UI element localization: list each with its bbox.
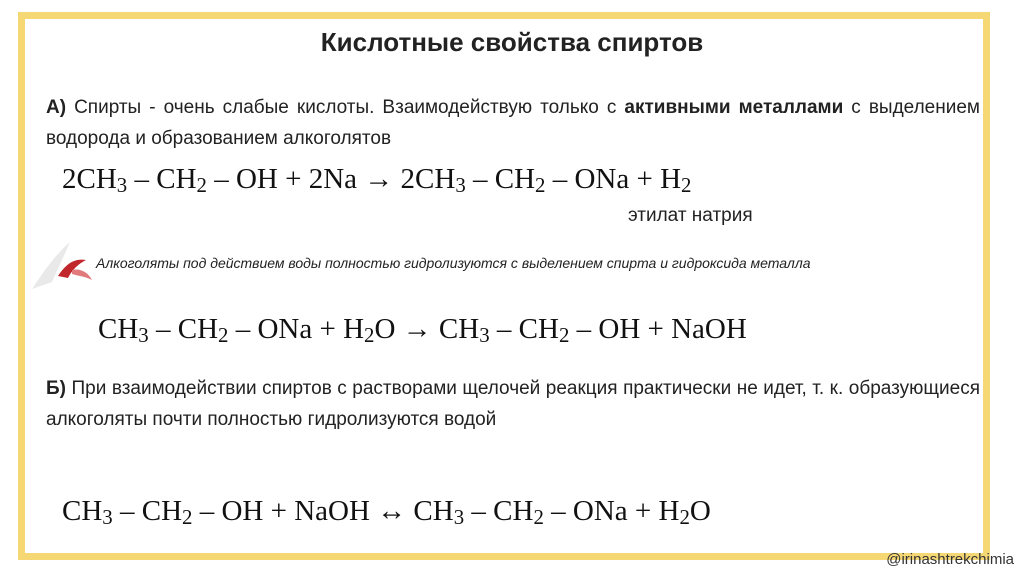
section-b-label: Б)	[46, 378, 66, 399]
section-a-text-2: с выделением водорода и образованием алкоголятов	[46, 97, 980, 149]
eq3-subscript: 2	[533, 504, 544, 529]
eq1-subscript: 3	[455, 172, 466, 197]
section-a-bold: активными металлами	[624, 97, 844, 118]
section-b-paragraph	[46, 373, 980, 435]
equation-caption: этилат натрия	[628, 205, 753, 226]
slide-title: Кислотные свойства спиртов	[320, 27, 704, 57]
section-a-text-1: Спирты - очень слабые кислоты. Взаимодействую только с	[66, 97, 625, 118]
eq2-part: O → CH	[374, 313, 480, 345]
brush-stroke-icon	[28, 234, 98, 294]
eq2-subscript: 3	[138, 322, 149, 347]
eq2-part: – CH	[148, 313, 219, 345]
eq2-subscript: 2	[558, 322, 570, 347]
eq3-subscript: 3	[453, 504, 465, 529]
watermark-handle: @irinashtrekchimia	[886, 551, 1014, 568]
section-a-label: А)	[46, 97, 67, 118]
eq1-subscript: 2	[535, 172, 546, 197]
eq2-part: – CH	[489, 313, 559, 345]
eq2-subscript: 2	[364, 322, 375, 347]
eq2-part: – OH + NaOH	[569, 313, 747, 345]
eq2-subscript: 3	[479, 322, 490, 347]
eq3-part: – CH	[464, 495, 534, 527]
eq1-part: – OH + 2Na → 2CH	[206, 163, 456, 195]
eq1-part: 2CH	[62, 163, 117, 195]
section-a-paragraph	[46, 92, 980, 154]
eq1-subscript: 2	[681, 172, 692, 197]
eq2-part: CH	[98, 313, 139, 345]
eq1-part: – CH	[127, 163, 197, 195]
eq3-part: – OH + NaOH ↔ CH	[192, 495, 454, 527]
eq1-part: – ONa + H	[545, 163, 682, 195]
eq3-subscript: 2	[182, 504, 193, 529]
equation-hydrolysis	[98, 313, 747, 346]
equation-alkali-equilibrium	[62, 495, 711, 528]
equation-sodium-reaction	[62, 163, 691, 196]
hydrolysis-note: Алкоголяты под действием воды полностью гидролизуются с выделением спирта и гидроксида металла	[96, 255, 811, 271]
eq1-subscript: 3	[116, 172, 128, 197]
eq3-part: CH	[62, 495, 103, 527]
section-b-text: При взаимодействии спиртов с растворами щелочей реакция практически не идет, т. к. образующиеся алкоголяты почти полностью гидролизуются водой	[46, 378, 980, 430]
eq2-subscript: 2	[218, 322, 229, 347]
eq3-part: – CH	[112, 495, 183, 527]
eq3-part: – ONa + H	[543, 495, 680, 527]
eq1-part: – CH	[465, 163, 536, 195]
eq1-subscript: 2	[196, 172, 207, 197]
eq3-subscript: 3	[102, 504, 113, 529]
eq3-subscript: 2	[679, 504, 690, 529]
eq3-part: O	[689, 495, 711, 527]
eq2-part: – ONa + H	[228, 313, 365, 345]
